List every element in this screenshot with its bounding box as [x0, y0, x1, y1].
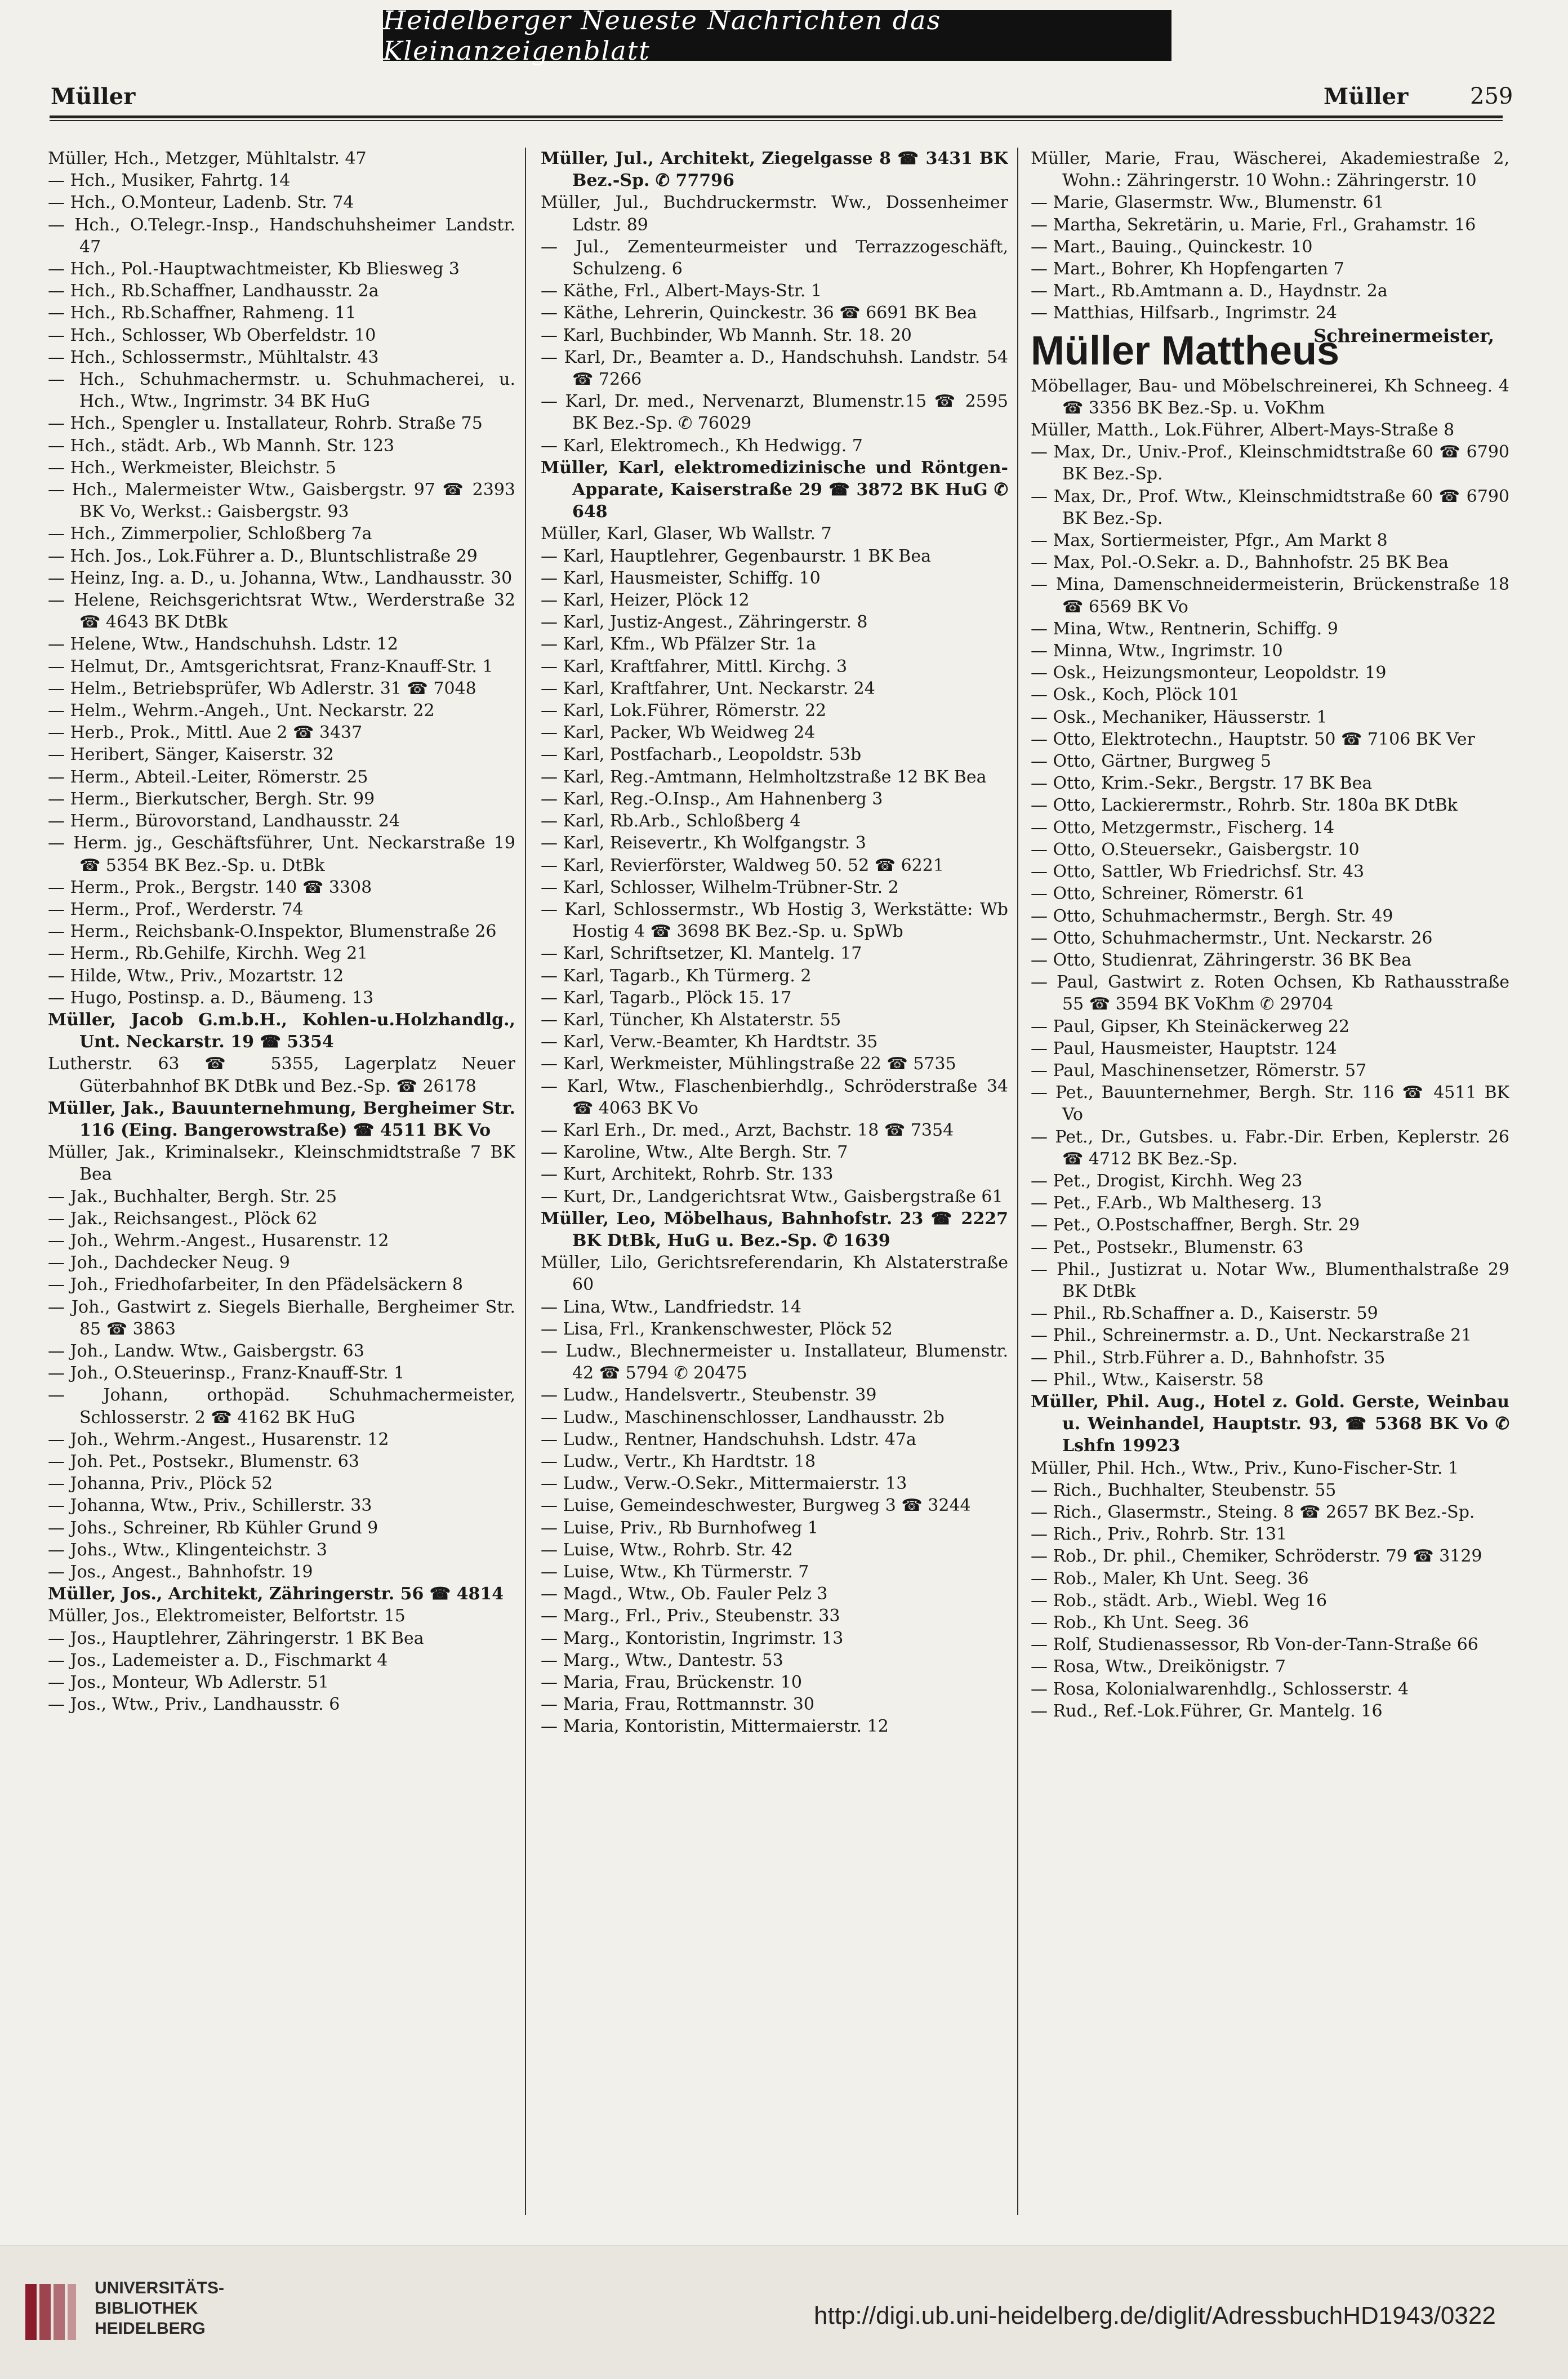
directory-entry: — Johanna, Priv., Plöck 52 [48, 1474, 273, 1494]
entry-name: Müller Mattheus [1031, 328, 1340, 373]
directory-entry: — Herm., Bürovorstand, Landhausstr. 24 [48, 811, 400, 831]
library-name-line2: BIBLIOTHEK [95, 2299, 198, 2318]
directory-entry: — Matthias, Hilfsarb., Ingrimstr. 24 [1031, 303, 1337, 323]
directory-entry: — Mina, Wtw., Rentnerin, Schiffg. 9 [1031, 619, 1338, 639]
directory-entry: — Mart., Rb.Amtmann a. D., Haydnstr. 2a [1031, 281, 1388, 301]
directory-entry: — Maria, Frau, Brückenstr. 10 [541, 1673, 802, 1693]
directory-entry: — Otto, Schreiner, Römerstr. 61 [1031, 884, 1306, 904]
page-number: 259 [1470, 83, 1513, 109]
directory-entry: — Marg., Wtw., Dantestr. 53 [541, 1650, 783, 1670]
directory-entry: Müller, Karl, elektromedizinische und Röntgen-Apparate, Kaiserstraße 29 ☎ 3872 BK HuG ✆ 648 [541, 457, 1008, 522]
directory-entry: — Karl, Justiz-Angest., Zähringerstr. 8 [541, 612, 868, 633]
directory-entry: — Osk., Mechaniker, Häusserstr. 1 [1031, 707, 1328, 727]
directory-entry: — Karl, Buchbinder, Wb Mannh. Str. 18. 20 [541, 325, 912, 345]
header-rule [50, 115, 1503, 118]
directory-entry: — Johs., Wtw., Klingenteichstr. 3 [48, 1540, 327, 1560]
directory-entry: Müller, Jul., Architekt, Ziegelgasse 8 ☎ 3431 BK Bez.-Sp. ✆ 77796 [541, 149, 1008, 191]
library-footer [0, 2245, 1568, 2379]
directory-entry: — Rob., städt. Arb., Wiebl. Weg 16 [1031, 1590, 1328, 1611]
directory-entry: — Rich., Priv., Rohrb. Str. 131 [1031, 1524, 1288, 1545]
directory-entry: — Helmut, Dr., Amtsgerichtsrat, Franz-Knauff-Str. 1 [48, 656, 493, 677]
directory-entry: — Max, Sortiermeister, Pfgr., Am Markt 8 [1031, 531, 1388, 551]
directory-entry: — Ludw., Verw.-O.Sekr., Mittermaierstr. 13 [541, 1474, 907, 1494]
directory-entry: — Rolf, Studienassessor, Rb Von-der-Tann-Straße 66 [1031, 1635, 1478, 1655]
directory-entry: — Karl, Wtw., Flaschenbierhdlg., Schröderstraße 34 ☎ 4063 BK Vo [541, 1076, 1008, 1118]
directory-entry: — Hch., Schlosser, Wb Oberfeldstr. 10 [48, 325, 376, 345]
directory-entry: — Rosa, Wtw., Dreikönigstr. 7 [1031, 1657, 1286, 1677]
directory-entry: — Joh. Pet., Postsekr., Blumenstr. 63 [48, 1451, 359, 1471]
directory-entry: — Hilde, Wtw., Priv., Mozartstr. 12 [48, 966, 344, 986]
directory-entry: — Pet., Postsekr., Blumenstr. 63 [1031, 1237, 1304, 1257]
directory-entry: — Käthe, Lehrerin, Quinckestr. 36 ☎ 6691 BK Bea [541, 303, 977, 323]
directory-entry: — Max, Dr., Univ.-Prof., Kleinschmidtstraße 60 ☎ 6790 BK Bez.-Sp. [1031, 442, 1509, 484]
column-divider [1017, 148, 1018, 2215]
directory-entry: — Rich., Buchhalter, Steubenstr. 55 [1031, 1480, 1337, 1500]
library-name [95, 2278, 224, 2339]
directory-entry: — Pet., F.Arb., Wb Maltheserg. 13 [1031, 1193, 1322, 1213]
directory-entry: — Jak., Buchhalter, Bergh. Str. 25 [48, 1186, 337, 1207]
directory-entry: — Ludw., Handelsvertr., Steubenstr. 39 [541, 1385, 877, 1406]
directory-entry: — Rob., Kh Unt. Seeg. 36 [1031, 1613, 1249, 1633]
entry-trade: Schreinermeister, [1313, 324, 1494, 346]
directory-entry: — Ludw., Blechnermeister u. Installateur, Blumenstr. 42 ☎ 5794 ✆ 20475 [541, 1341, 1008, 1384]
directory-entry: — Joh., Wehrm.-Angest., Husarenstr. 12 [48, 1230, 389, 1251]
directory-entry: — Joh., Friedhofarbeiter, In den Pfädelsäckern 8 [48, 1275, 464, 1295]
directory-entry: — Hch., Malermeister Wtw., Gaisbergstr. 97 ☎ 2393 BK Vo, Werkst.: Gaisbergstr. 93 [48, 480, 515, 522]
directory-entry: — Ludw., Rentner, Handschuhsh. Ldstr. 47a [541, 1429, 916, 1449]
directory-entry: — Pet., Dr., Gutsbes. u. Fabr.-Dir. Erben, Keplerstr. 26 ☎ 4712 BK Bez.-Sp. [1031, 1127, 1509, 1169]
header-rule-thin [50, 120, 1503, 121]
running-head-left: Müller [51, 83, 136, 110]
directory-entry: — Pet., Bauunternehmer, Bergh. Str. 116 ☎ 4511 BK Vo [1031, 1083, 1509, 1125]
directory-entry: — Johanna, Wtw., Priv., Schillerstr. 33 [48, 1496, 372, 1516]
directory-entry: — Mart., Bauing., Quinckestr. 10 [1031, 237, 1313, 257]
directory-entry: — Jos., Angest., Bahnhofstr. 19 [48, 1562, 313, 1582]
directory-entry: — Herb., Prok., Mittl. Aue 2 ☎ 3437 [48, 723, 363, 743]
directory-entry: Lutherstr. 63 ☎ 5355, Lagerplatz Neuer Güterbahnhof BK DtBk und Bez.-Sp. ☎ 26178 [48, 1054, 515, 1096]
directory-entry: — Otto, Schuhmachermstr., Unt. Neckarstr. 26 [1031, 928, 1433, 948]
directory-entry: Müller, Phil. Aug., Hotel z. Gold. Gerste, Weinbau u. Weinhandel, Hauptstr. 93, ☎ 5368 BK Vo ✆ Lshfn 19923 [1031, 1391, 1509, 1456]
directory-entry: — Magd., Wtw., Ob. Fauler Pelz 3 [541, 1584, 828, 1604]
directory-entry: — Hch., O.Telegr.-Insp., Handschuhsheimer Landstr. 47 [48, 215, 515, 257]
directory-entry: — Karl, Revierförster, Waldweg 50. 52 ☎ 6221 [541, 855, 944, 875]
directory-entry: — Hch., Schuhmachermstr. u. Schuhmacherei, u. Hch., Wtw., Ingrimstr. 34 BK HuG [48, 370, 515, 412]
directory-entry: — Phil., Rb.Schaffner a. D., Kaiserstr. 59 [1031, 1304, 1378, 1324]
directory-entry: — Herm., Bierkutscher, Bergh. Str. 99 [48, 789, 375, 809]
directory-entry: — Otto, Metzgermstr., Fischerg. 14 [1031, 817, 1335, 838]
directory-entry: — Otto, Studienrat, Zähringerstr. 36 BK Bea [1031, 950, 1412, 970]
directory-entry: — Paul, Hausmeister, Hauptstr. 124 [1031, 1038, 1337, 1059]
directory-entry: — Hch., Rb.Schaffner, Rahmeng. 11 [48, 303, 357, 323]
directory-entry: — Joh., Gastwirt z. Siegels Bierhalle, Bergheimer Str. 85 ☎ 3863 [48, 1297, 515, 1339]
directory-entry: — Herm., Abteil.-Leiter, Römerstr. 25 [48, 767, 368, 787]
directory-entry: Möbellager, Bau- und Möbelschreinerei, Kh Schneeg. 4 ☎ 3356 BK Bez.-Sp. u. VoKhm [1031, 376, 1509, 418]
directory-entry: — Karl, Rb.Arb., Schloßberg 4 [541, 811, 801, 831]
directory-entry: — Käthe, Frl., Albert-Mays-Str. 1 [541, 281, 822, 301]
running-head-right: Müller [1324, 83, 1409, 110]
directory-entry: — Ludw., Maschinenschlosser, Landhausstr. 2b [541, 1407, 945, 1428]
directory-entry: — Johs., Schreiner, Rb Kühler Grund 9 [48, 1518, 378, 1538]
directory-entry: — Paul, Gipser, Kh Steinäckerweg 22 [1031, 1016, 1350, 1037]
directory-entry: — Pet., Drogist, Kirchh. Weg 23 [1031, 1171, 1303, 1191]
directory-entry: — Karoline, Wtw., Alte Bergh. Str. 7 [541, 1142, 848, 1163]
directory-entry: — Jak., Reichsangest., Plöck 62 [48, 1208, 318, 1229]
directory-entry: — Karl, Werkmeister, Mühlingstraße 22 ☎ 5735 [541, 1054, 956, 1074]
directory-entry: — Phil., Justizrat u. Notar Ww., Blumenthalstraße 29 BK DtBk [1031, 1259, 1509, 1301]
directory-entry: — Helm., Wehrm.-Angeh., Unt. Neckarstr. 22 [48, 701, 435, 721]
directory-entry: — Paul, Maschinensetzer, Römerstr. 57 [1031, 1060, 1367, 1080]
library-name-line3: HEIDELBERG [95, 2319, 206, 2338]
newspaper-banner: Heidelberger Neueste Nachrichten das Kleinanzeigenblatt [383, 10, 1171, 61]
directory-entry: — Maria, Kontoristin, Mittermaierstr. 12 [541, 1717, 889, 1737]
directory-entry: — Jos., Hauptlehrer, Zähringerstr. 1 BK Bea [48, 1628, 424, 1648]
directory-entry: Müller, Karl, Glaser, Wb Wallstr. 7 [541, 524, 832, 544]
directory-entry: — Heribert, Sänger, Kaiserstr. 32 [48, 745, 334, 765]
directory-entry: — Karl, Reg.-Amtmann, Helmholtzstraße 12 BK Bea [541, 767, 987, 787]
directory-entry: — Otto, Gärtner, Burgweg 5 [1031, 752, 1271, 772]
directory-entry: — Heinz, Ing. a. D., u. Johanna, Wtw., Landhausstr. 30 [48, 568, 513, 588]
directory-entry [1031, 324, 1509, 375]
directory-entry: — Mart., Bohrer, Kh Hopfengarten 7 [1031, 259, 1344, 279]
directory-entry: — Joh., Wehrm.-Angest., Husarenstr. 12 [48, 1429, 389, 1449]
directory-entry: — Rob., Dr. phil., Chemiker, Schröderstr. 79 ☎ 3129 [1031, 1546, 1482, 1567]
directory-entry: — Karl, Dr., Beamter a. D., Handschuhsh. Landstr. 54 ☎ 7266 [541, 347, 1008, 390]
directory-entry: — Rosa, Kolonialwarenhdlg., Schlosserstr. 4 [1031, 1679, 1409, 1699]
directory-entry: Müller, Jak., Kriminalsekr., Kleinschmidtstraße 7 BK Bea [48, 1142, 515, 1185]
directory-entry: — Herm., Reichsbank-O.Inspektor, Blumenstraße 26 [48, 922, 497, 942]
directory-entry: — Herm., Rb.Gehilfe, Kirchh. Weg 21 [48, 944, 368, 964]
directory-entry: — Johann, orthopäd. Schuhmachermeister, Schlosserstr. 2 ☎ 4162 BK HuG [48, 1385, 515, 1428]
directory-entry: — Jul., Zementeurmeister und Terrazzogeschäft, Schulzeng. 6 [541, 237, 1008, 279]
directory-entry: — Luise, Wtw., Kh Türmerstr. 7 [541, 1562, 809, 1582]
column-3 [1031, 148, 1509, 2215]
directory-entry: — Karl Erh., Dr. med., Arzt, Bachstr. 18 ☎ 7354 [541, 1120, 954, 1140]
directory-entry: — Karl, Postfacharb., Leopoldstr. 53b [541, 745, 862, 765]
directory-entry: — Marie, Glasermstr. Ww., Blumenstr. 61 [1031, 193, 1384, 213]
directory-entry: — Karl, Dr. med., Nervenarzt, Blumenstr.15 ☎ 2595 BK Bez.-Sp. ✆ 76029 [541, 392, 1008, 434]
directory-entry: — Hch., Werkmeister, Bleichstr. 5 [48, 457, 336, 478]
directory-entry: — Karl, Tagarb., Plöck 15. 17 [541, 988, 792, 1008]
directory-entry: — Joh., Landw. Wtw., Gaisbergstr. 63 [48, 1341, 364, 1361]
directory-entry: Müller, Hch., Metzger, Mühltalstr. 47 [48, 149, 367, 168]
directory-entry: — Otto, Lackierermstr., Rohrb. Str. 180a BK DtBk [1031, 795, 1458, 816]
library-name-line1: UNIVERSITÄTS- [95, 2279, 225, 2297]
directory-entry: — Karl, Verw.-Beamter, Kh Hardtstr. 35 [541, 1032, 878, 1052]
directory-entry: Müller, Jak., Bauunternehmung, Bergheimer Str. 116 (Eing. Bangerowstraße) ☎ 4511 BK Vo [48, 1098, 515, 1140]
directory-entry: — Lisa, Frl., Krankenschwester, Plöck 52 [541, 1319, 893, 1339]
directory-entry: — Hch. Jos., Lok.Führer a. D., Bluntschlistraße 29 [48, 546, 478, 566]
directory-entry: — Jos., Wtw., Priv., Landhausstr. 6 [48, 1695, 340, 1715]
directory-entry: — Pet., O.Postschaffner, Bergh. Str. 29 [1031, 1215, 1360, 1235]
directory-entry: — Phil., Schreinermstr. a. D., Unt. Neckarstraße 21 [1031, 1326, 1472, 1346]
directory-entry: — Kurt, Dr., Landgerichtsrat Wtw., Gaisbergstraße 61 [541, 1186, 1003, 1207]
directory-entry: — Osk., Heizungsmonteur, Leopoldstr. 19 [1031, 663, 1387, 683]
directory-entry: — Maria, Frau, Rottmannstr. 30 [541, 1695, 814, 1715]
directory-entry: — Karl, Reisevertr., Kh Wolfgangstr. 3 [541, 833, 866, 853]
directory-entry: — Paul, Gastwirt z. Roten Ochsen, Kb Rathausstraße 55 ☎ 3594 BK VoKhm ✆ 29704 [1031, 972, 1509, 1015]
directory-entry: — Luise, Wtw., Rohrb. Str. 42 [541, 1540, 793, 1560]
directory-entry: — Mina, Damenschneidermeisterin, Brückenstraße 18 ☎ 6569 BK Vo [1031, 575, 1509, 617]
directory-entry: — Marg., Frl., Priv., Steubenstr. 33 [541, 1606, 840, 1626]
university-library-logo-icon [23, 2278, 79, 2346]
directory-entry: — Herm. jg., Geschäftsführer, Unt. Neckarstraße 19 ☎ 5354 BK Bez.-Sp. u. DtBk [48, 833, 515, 875]
directory-entry: Müller, Jul., Buchdruckermstr. Ww., Dossenheimer Ldstr. 89 [541, 193, 1008, 235]
directory-entry: — Hugo, Postinsp. a. D., Bäumeng. 13 [48, 988, 374, 1008]
directory-entry: — Helene, Reichsgerichtsrat Wtw., Werderstraße 32 ☎ 4643 BK DtBk [48, 590, 515, 633]
directory-entry: — Karl, Hausmeister, Schiffg. 10 [541, 568, 821, 588]
directory-entry: Müller, Jacob G.m.b.H., Kohlen-u.Holzhandlg., Unt. Neckarstr. 19 ☎ 5354 [48, 1010, 515, 1052]
directory-entry: — Karl, Kraftfahrer, Mittl. Kirchg. 3 [541, 656, 848, 677]
directory-entry: — Kurt, Architekt, Rohrb. Str. 133 [541, 1164, 834, 1185]
directory-entry: Müller, Lilo, Gerichtsreferendarin, Kh Alstaterstraße 60 [541, 1253, 1008, 1295]
directory-entry: Müller, Leo, Möbelhaus, Bahnhofstr. 23 ☎ 2227 BK DtBk, HuG u. Bez.-Sp. ✆ 1639 [541, 1208, 1008, 1251]
column-1 [48, 148, 515, 2215]
directory-entry: — Rich., Glasermstr., Steing. 8 ☎ 2657 BK Bez.-Sp. [1031, 1502, 1475, 1522]
directory-entry: — Luise, Gemeindeschwester, Burgweg 3 ☎ 3244 [541, 1496, 971, 1516]
directory-entry: — Max, Dr., Prof. Wtw., Kleinschmidtstraße 60 ☎ 6790 BK Bez.-Sp. [1031, 486, 1509, 528]
directory-entry: — Hch., Zimmerpolier, Schloßberg 7a [48, 524, 372, 544]
directory-entry: — Otto, Sattler, Wb Friedrichsf. Str. 43 [1031, 862, 1365, 882]
directory-entry: — Otto, Elektrotechn., Hauptstr. 50 ☎ 7106 BK Ver [1031, 729, 1475, 749]
directory-entry: — Rud., Ref.-Lok.Führer, Gr. Mantelg. 16 [1031, 1701, 1383, 1721]
directory-entry: — Hch., Pol.-Hauptwachtmeister, Kb Bliesweg 3 [48, 259, 460, 279]
directory-entry: — Marg., Kontoristin, Ingrimstr. 13 [541, 1628, 844, 1648]
directory-entry: Müller, Jos., Architekt, Zähringerstr. 56 ☎ 4814 [48, 1584, 504, 1604]
directory-entry: — Karl, Kfm., Wb Pfälzer Str. 1a [541, 634, 816, 655]
directory-entry: — Joh., Dachdecker Neug. 9 [48, 1253, 290, 1273]
directory-entry: — Hch., O.Monteur, Ladenb. Str. 74 [48, 193, 354, 213]
directory-entry: — Karl, Schriftsetzer, Kl. Mantelg. 17 [541, 944, 862, 964]
directory-entry: — Hch., Musiker, Fahrtg. 14 [48, 171, 291, 191]
column-divider [525, 148, 526, 2215]
directory-entry: — Martha, Sekretärin, u. Marie, Frl., Grahamstr. 16 [1031, 215, 1476, 235]
directory-entry: — Ludw., Vertr., Kh Hardtstr. 18 [541, 1451, 816, 1471]
directory-entry: — Rob., Maler, Kh Unt. Seeg. 36 [1031, 1568, 1309, 1589]
directory-entry: — Max, Pol.-O.Sekr. a. D., Bahnhofstr. 25 BK Bea [1031, 553, 1449, 573]
directory-entry: — Minna, Wtw., Ingrimstr. 10 [1031, 641, 1283, 661]
directory-entry: Müller, Jos., Elektromeister, Belfortstr. 15 [48, 1606, 406, 1626]
directory-entry: Müller, Marie, Frau, Wäscherei, Akademiestraße 2, Wohn.: Zähringerstr. 10 Wohn.: Zähringerstr. 10 [1031, 149, 1509, 191]
directory-entry: — Helene, Wtw., Handschuhsh. Ldstr. 12 [48, 634, 398, 655]
directory-entry: — Karl, Tagarb., Kh Türmerg. 2 [541, 966, 812, 986]
directory-entry: — Karl, Heizer, Plöck 12 [541, 590, 750, 611]
column-2 [541, 148, 1008, 2215]
directory-entry: — Hch., Spengler u. Installateur, Rohrb. Straße 75 [48, 413, 483, 434]
directory-entry: — Jos., Lademeister a. D., Fischmarkt 4 [48, 1650, 388, 1670]
directory-entry: — Karl, Hauptlehrer, Gegenbaurstr. 1 BK Bea [541, 546, 931, 566]
directory-entry: Müller, Matth., Lok.Führer, Albert-Mays-Straße 8 [1031, 420, 1455, 441]
directory-entry: — Hch., Rb.Schaffner, Landhausstr. 2a [48, 281, 379, 301]
directory-entry: — Helm., Betriebsprüfer, Wb Adlerstr. 31 ☎ 7048 [48, 678, 476, 699]
directory-entry: — Phil., Wtw., Kaiserstr. 58 [1031, 1369, 1264, 1390]
directory-entry: — Hch., Schlossermstr., Mühltalstr. 43 [48, 347, 379, 367]
directory-entry: — Lina, Wtw., Landfriedstr. 14 [541, 1297, 802, 1317]
source-url-link[interactable]: http://digi.ub.uni-heidelberg.de/diglit/AdressbuchHD1943/0322 [814, 2302, 1496, 2329]
directory-entry: — Karl, Schlossermstr., Wb Hostig 3, Werkstätte: Wb Hostig 4 ☎ 3698 BK Bez.-Sp. u. SpWb [541, 899, 1008, 942]
directory-entry: — Karl, Elektromech., Kh Hedwigg. 7 [541, 435, 863, 456]
directory-entry: — Hch., städt. Arb., Wb Mannh. Str. 123 [48, 435, 395, 456]
directory-entry: — Karl, Lok.Führer, Römerstr. 22 [541, 701, 827, 721]
directory-entry: — Karl, Reg.-O.Insp., Am Hahnenberg 3 [541, 789, 883, 809]
directory-entry: — Phil., Strb.Führer a. D., Bahnhofstr. 35 [1031, 1348, 1386, 1368]
directory-entry: — Otto, Krim.-Sekr., Bergstr. 17 BK Bea [1031, 773, 1373, 794]
directory-entry: — Herm., Prof., Werderstr. 74 [48, 899, 304, 919]
directory-entry: — Herm., Prok., Bergstr. 140 ☎ 3308 [48, 877, 372, 897]
directory-entry: Müller, Phil. Hch., Wtw., Priv., Kuno-Fischer-Str. 1 [1031, 1458, 1459, 1478]
directory-entry: — Otto, O.Steuersekr., Gaisbergstr. 10 [1031, 839, 1360, 860]
directory-entry: — Joh., O.Steuerinsp., Franz-Knauff-Str. 1 [48, 1363, 405, 1384]
directory-entry: — Luise, Priv., Rb Burnhofweg 1 [541, 1518, 818, 1538]
directory-entry: — Karl, Kraftfahrer, Unt. Neckarstr. 24 [541, 678, 875, 699]
directory-entry: — Jos., Monteur, Wb Adlerstr. 51 [48, 1673, 329, 1693]
directory-entry: — Otto, Schuhmachermstr., Bergh. Str. 49 [1031, 906, 1393, 926]
directory-entry: — Karl, Tüncher, Kh Alstaterstr. 55 [541, 1010, 841, 1030]
directory-entry: — Karl, Schlosser, Wilhelm-Trübner-Str. 2 [541, 877, 899, 897]
directory-entry: — Osk., Koch, Plöck 101 [1031, 685, 1240, 705]
directory-entry: — Karl, Packer, Wb Weidweg 24 [541, 723, 816, 743]
